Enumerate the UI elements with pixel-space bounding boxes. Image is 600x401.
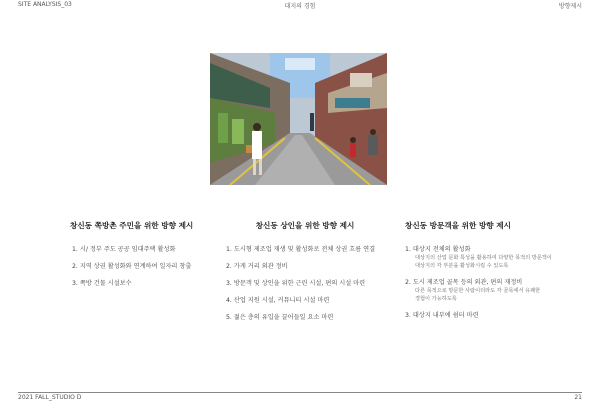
list-item-detail: 경험이 가능하도록 — [415, 296, 457, 302]
merchants-direction-list — [226, 246, 390, 322]
visitors-direction-list — [405, 246, 570, 320]
residents-direction-title: 창신동 쪽방촌 주민을 위한 방향 제시 — [70, 221, 194, 230]
residents-direction-section — [58, 220, 208, 297]
list-item: 5. 젊은 층의 유입을 끌어들일 요소 마련 — [226, 314, 334, 321]
list-item: 3. 방문객 및 상인을 위한 근린 시설, 편의 시설 마련 — [226, 280, 366, 287]
list-item: 1. 시/ 정부 주도 공공 임대주택 활성화 — [72, 246, 176, 253]
header-title: 대지의 경험 — [284, 3, 316, 10]
page-footer — [0, 394, 600, 400]
visitors-direction-title: 창신동 방문객을 위한 방향 제시 — [405, 221, 511, 230]
street-photo-illustration — [210, 53, 387, 185]
list-item: 2. 지역 상권 활성화와 연계하여 일자리 창출 — [72, 263, 192, 270]
list-item — [405, 279, 570, 303]
list-item — [405, 246, 570, 270]
list-item: 2. 가게 거리 외관 정비 — [226, 263, 288, 270]
merchants-direction-section — [220, 220, 390, 331]
page-number: 21 — [574, 394, 582, 401]
page-header — [0, 0, 600, 10]
list-item: 4. 산업 지원 시설, 커뮤니티 시설 마련 — [226, 297, 330, 304]
list-item-text: 2. 도시 제조업 골목 등의 외관, 편의 재정비 — [405, 279, 523, 286]
list-item — [405, 312, 570, 320]
merchants-direction-title: 창신동 상인을 위한 방향 제시 — [255, 221, 355, 230]
street-photo — [210, 53, 387, 185]
footer-course-label: 2021 FALL_STUDIO D — [18, 394, 82, 401]
header-section-label: SITE ANALYSIS_03 — [18, 1, 72, 8]
footer-divider — [18, 392, 582, 393]
list-item-detail: 다른 목적으로 방문한 사람이더라도 각 골목에서 유쾌한 — [415, 288, 541, 294]
list-item-text: 1. 대상지 전체의 활성화 — [405, 246, 471, 253]
visitors-direction-section — [395, 220, 570, 329]
list-item-detail: 대상지의 각 부분을 활성화시킬 수 있도록 — [415, 263, 509, 269]
list-item: 3. 쪽방 건물 시설보수 — [72, 280, 132, 287]
list-item: 1. 도시형 제조업 재생 및 활성화로 전체 상권 흐름 연결 — [226, 246, 376, 253]
residents-direction-list — [72, 246, 208, 288]
list-item-text: 3. 대상지 내부에 쉼터 마련 — [405, 312, 479, 319]
header-subtitle: 방향제시 — [558, 3, 582, 10]
list-item-detail: 대상지의 산업 문화 특성을 활용하여 다양한 목적의 방문객이 — [415, 255, 552, 261]
